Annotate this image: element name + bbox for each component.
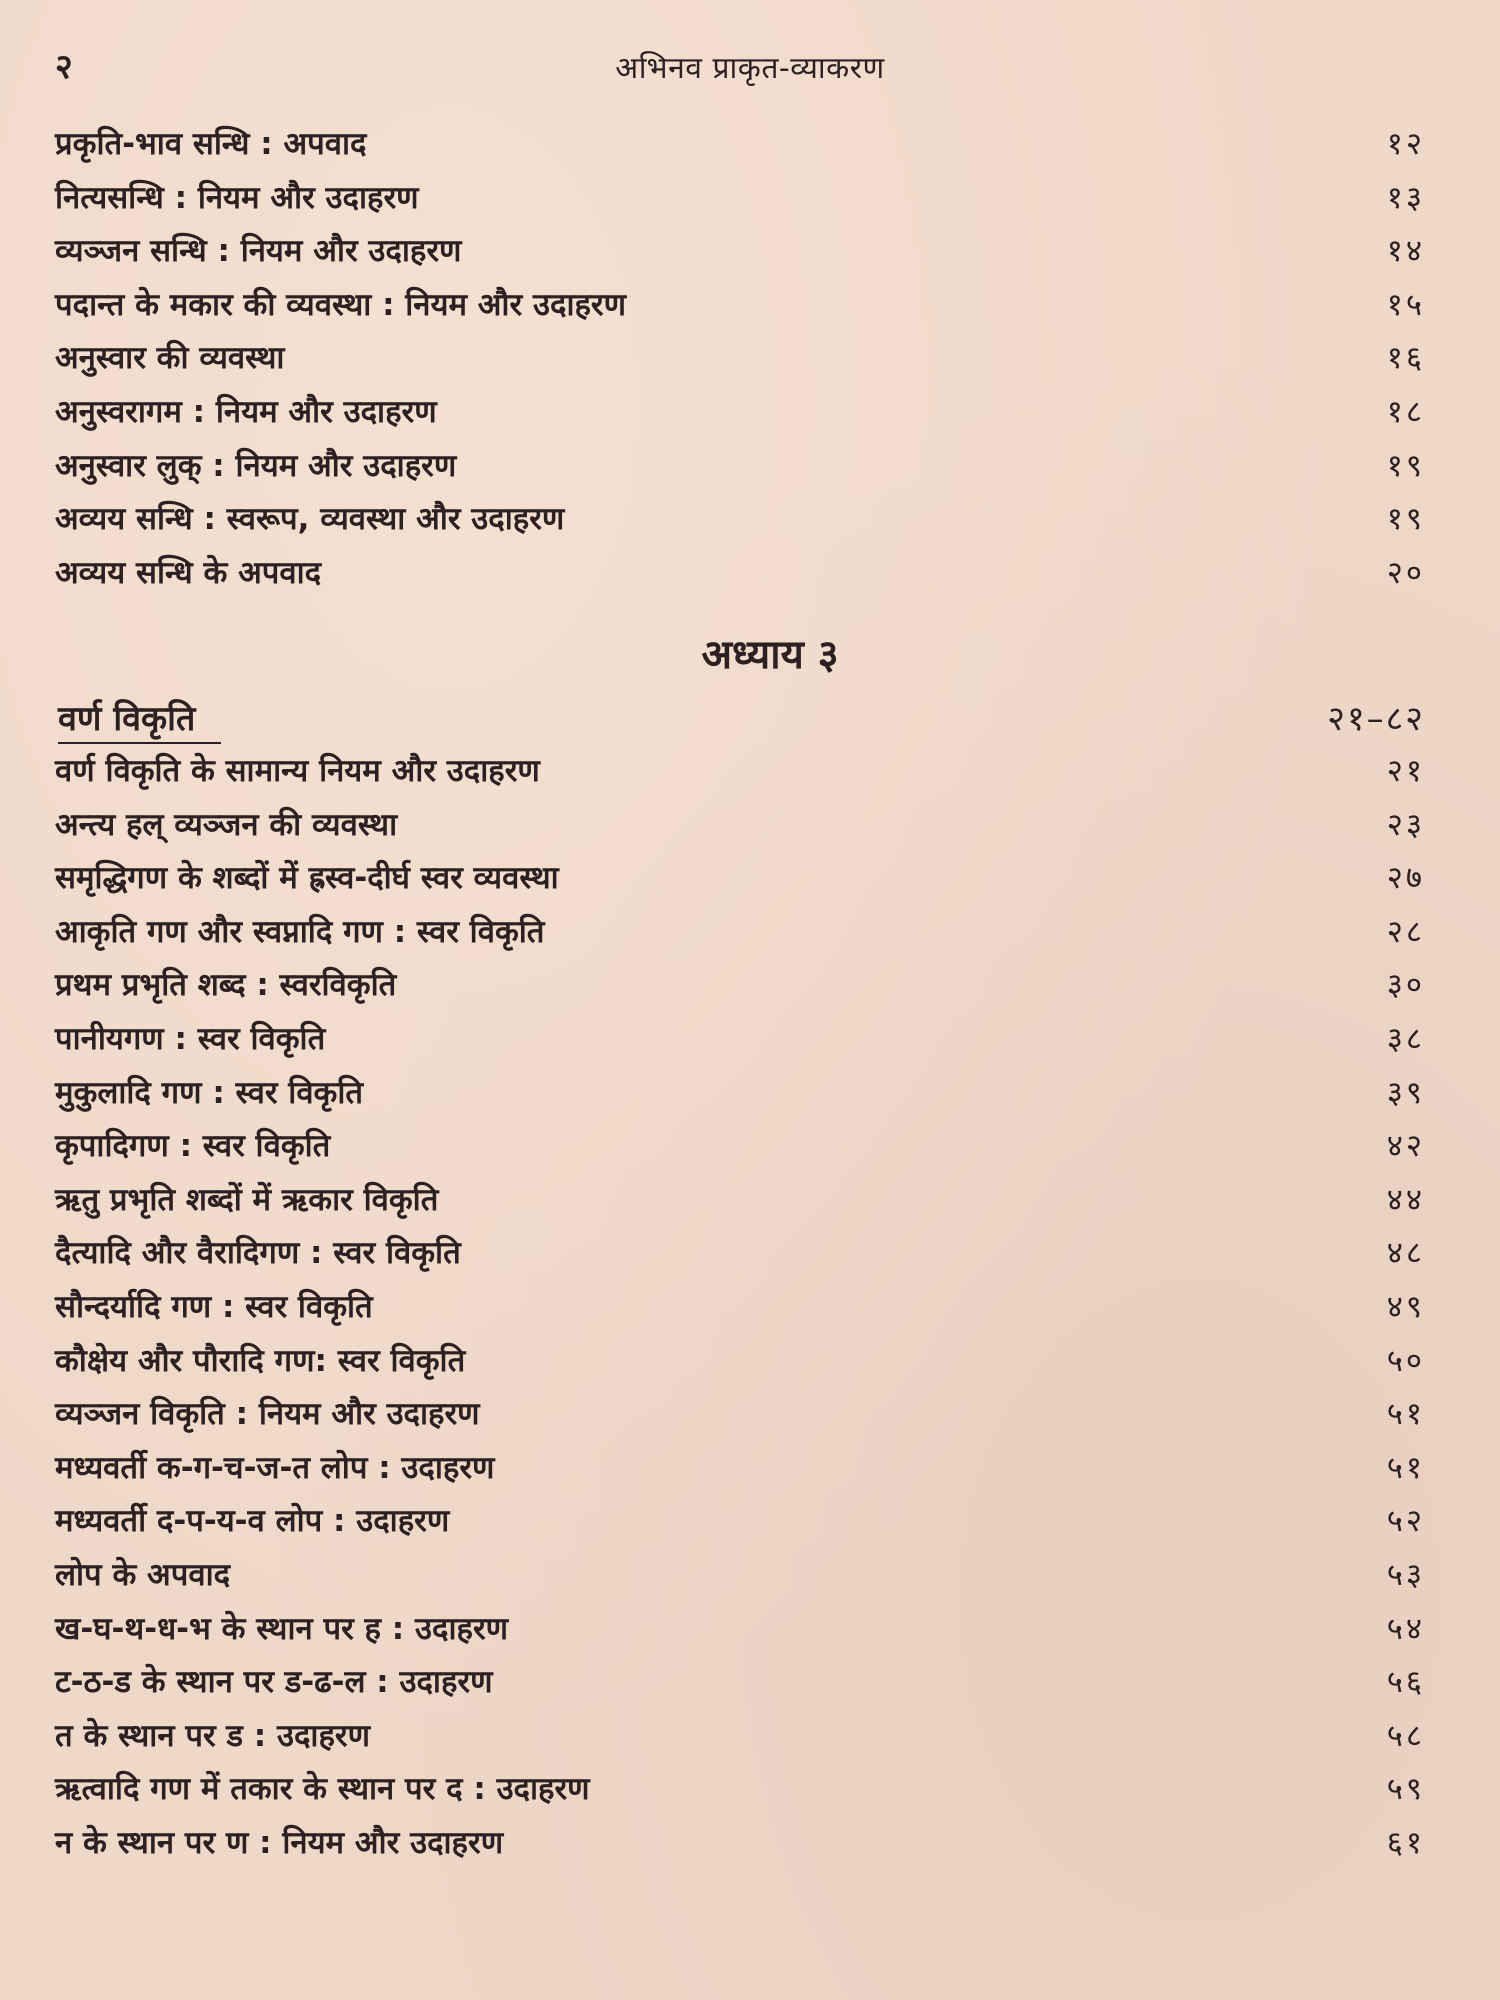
- toc-entry-title: अनुस्वरागम : नियम और उदाहरण: [55, 393, 437, 430]
- toc-entry-page: १९: [1386, 501, 1425, 538]
- toc-entry-page: १९: [1386, 447, 1425, 484]
- toc-entry: [55, 1656, 1425, 1710]
- toc-entry: [55, 1067, 1425, 1121]
- toc-entry-page: ३०: [1386, 967, 1425, 1004]
- toc-entry: [55, 1442, 1425, 1496]
- toc-entry-page: ५९: [1386, 1771, 1425, 1808]
- toc-entry: [55, 852, 1425, 906]
- toc-entry: [55, 1227, 1425, 1281]
- toc-entry-page: १५: [1386, 286, 1425, 323]
- toc-entry: [55, 745, 1425, 799]
- toc-entry-title: पानीयगण : स्वर विकृति: [55, 1020, 326, 1057]
- toc-entry: [55, 1335, 1425, 1389]
- toc-entry-title: मध्यवर्ती द-प-य-व लोप : उदाहरण: [55, 1503, 450, 1540]
- toc-entry-title: न के स्थान पर ण : नियम और उदाहरण: [55, 1824, 504, 1861]
- toc-entry-page: २७: [1386, 860, 1425, 897]
- toc-entry-title: मुकुलादि गण : स्वर विकृति: [55, 1074, 364, 1111]
- toc-entry-page: २०: [1386, 554, 1425, 591]
- toc-entry-page: ५२: [1386, 1503, 1425, 1540]
- toc-entry-page: २१: [1386, 753, 1425, 789]
- toc-entry-page: १२: [1386, 126, 1425, 162]
- toc-entry-title: ऋत्वादि गण में तकार के स्थान पर द : उदाहरण: [55, 1771, 590, 1808]
- toc-entry: [55, 1603, 1425, 1657]
- toc-entry-page: ५०: [1386, 1342, 1425, 1379]
- toc-entry-title: व्यञ्जन विकृति : नियम और उदाहरण: [55, 1396, 480, 1433]
- running-title: अभिनव प्राकृत-व्याकरण: [615, 51, 885, 86]
- toc-list-before-chapter: [55, 118, 1425, 600]
- toc-entry: [55, 1013, 1425, 1067]
- toc-entry: [55, 906, 1425, 960]
- toc-entry: [55, 440, 1425, 494]
- toc-entry-page: ५४: [1386, 1610, 1425, 1647]
- toc-entry: [55, 1388, 1425, 1442]
- toc-entry: [55, 547, 1425, 601]
- toc-entry-title: प्रकृति-भाव सन्धि : अपवाद: [55, 126, 367, 162]
- toc-entry-title: अव्यय सन्धि : स्वरूप, व्यवस्था और उदाहरण: [55, 501, 565, 538]
- toc-entry-title: समृद्धिगण के शब्दों में ह्रस्व-दीर्घ स्वर व्यवस्था: [55, 860, 559, 897]
- toc-entry: [55, 172, 1425, 226]
- section-heading-row: [58, 690, 1425, 746]
- toc-entry-page: २३: [1386, 806, 1425, 843]
- toc-entry: [55, 279, 1425, 333]
- toc-entry: [55, 332, 1425, 386]
- toc-entry-title: ख-घ-थ-ध-भ के स्थान पर ह : उदाहरण: [55, 1610, 509, 1647]
- toc-entry-title: ऋतु प्रभृति शब्दों में ऋकार विकृति: [55, 1181, 439, 1218]
- toc-entry: [55, 118, 1425, 172]
- toc-entry: [55, 1495, 1425, 1549]
- toc-entry-page: ४८: [1386, 1235, 1425, 1272]
- toc-entry: [55, 493, 1425, 547]
- toc-entry-title: आकृति गण और स्वप्नादि गण : स्वर विकृति: [55, 913, 545, 950]
- toc-entry-title: वर्ण विकृति के सामान्य नियम और उदाहरण: [55, 753, 540, 789]
- toc-entry: [55, 1763, 1425, 1817]
- toc-entry: [55, 386, 1425, 440]
- toc-entry-title: ट-ठ-ड के स्थान पर ड-ढ-ल : उदाहरण: [55, 1664, 493, 1701]
- toc-entry-page: ५६: [1386, 1664, 1425, 1701]
- toc-entry-title: कौक्षेय और पौरादि गण: स्वर विकृति: [55, 1342, 466, 1379]
- toc-entry-title: पदान्त के मकार की व्यवस्था : नियम और उदाहरण: [55, 286, 627, 323]
- toc-entry-title: दैत्यादि और वैरादिगण : स्वर विकृति: [55, 1235, 461, 1272]
- running-header: [55, 42, 1445, 92]
- toc-entry-page: ३९: [1386, 1074, 1425, 1111]
- toc-entry-page: ४९: [1386, 1288, 1425, 1325]
- toc-entry-title: नित्यसन्धि : नियम और उदाहरण: [55, 179, 419, 216]
- toc-entry-page: ४४: [1386, 1181, 1425, 1218]
- chapter-heading: अध्याय ३: [701, 632, 839, 678]
- section-page-range: २१–८२: [1327, 699, 1425, 739]
- toc-entry: [55, 799, 1425, 853]
- toc-entry-page: ६१: [1386, 1824, 1425, 1861]
- page-number: २: [55, 47, 73, 87]
- toc-entry: [55, 959, 1425, 1013]
- toc-entry: [55, 225, 1425, 279]
- toc-entry-title: प्रथम प्रभृति शब्द : स्वरविकृति: [55, 967, 397, 1004]
- toc-entry-page: १४: [1386, 233, 1425, 270]
- toc-entry-title: सौन्दर्यादि गण : स्वर विकृति: [55, 1288, 373, 1325]
- toc-entry-title: व्यञ्जन सन्धि : नियम और उदाहरण: [55, 233, 462, 270]
- toc-entry: [55, 1174, 1425, 1228]
- toc-entry-title: अनुस्वार लुक् : नियम और उदाहरण: [55, 447, 457, 484]
- toc-entry-title: अन्त्य हल् व्यञ्जन की व्यवस्था: [55, 806, 398, 843]
- toc-entry: [55, 1710, 1425, 1764]
- toc-entry: [55, 1281, 1425, 1335]
- toc-entry-page: १६: [1386, 340, 1425, 377]
- toc-entry: [55, 1120, 1425, 1174]
- toc-entry-page: ५१: [1386, 1449, 1425, 1486]
- toc-entry-title: त के स्थान पर ड : उदाहरण: [55, 1717, 371, 1754]
- toc-entry-page: १३: [1386, 179, 1425, 216]
- toc-entry-title: कृपादिगण : स्वर विकृति: [55, 1128, 331, 1165]
- toc-entry-page: ५८: [1386, 1717, 1425, 1754]
- toc-list-chapter-3: [55, 745, 1425, 1870]
- toc-entry-title: अनुस्वार की व्यवस्था: [55, 340, 285, 377]
- toc-entry: [55, 1549, 1425, 1603]
- toc-entry-title: अव्यय सन्धि के अपवाद: [55, 554, 322, 591]
- toc-entry-page: ५३: [1386, 1556, 1425, 1593]
- toc-entry-page: ३८: [1386, 1020, 1425, 1057]
- toc-entry-page: ४२: [1386, 1128, 1425, 1165]
- toc-entry: [55, 1817, 1425, 1871]
- toc-entry-page: १८: [1386, 393, 1425, 430]
- toc-entry-title: लोप के अपवाद: [55, 1556, 231, 1593]
- section-title: वर्ण विकृति: [58, 694, 221, 744]
- toc-entry-title: मध्यवर्ती क-ग-च-ज-त लोप : उदाहरण: [55, 1449, 495, 1486]
- toc-entry-page: ५१: [1386, 1396, 1425, 1433]
- toc-entry-page: २८: [1386, 913, 1425, 950]
